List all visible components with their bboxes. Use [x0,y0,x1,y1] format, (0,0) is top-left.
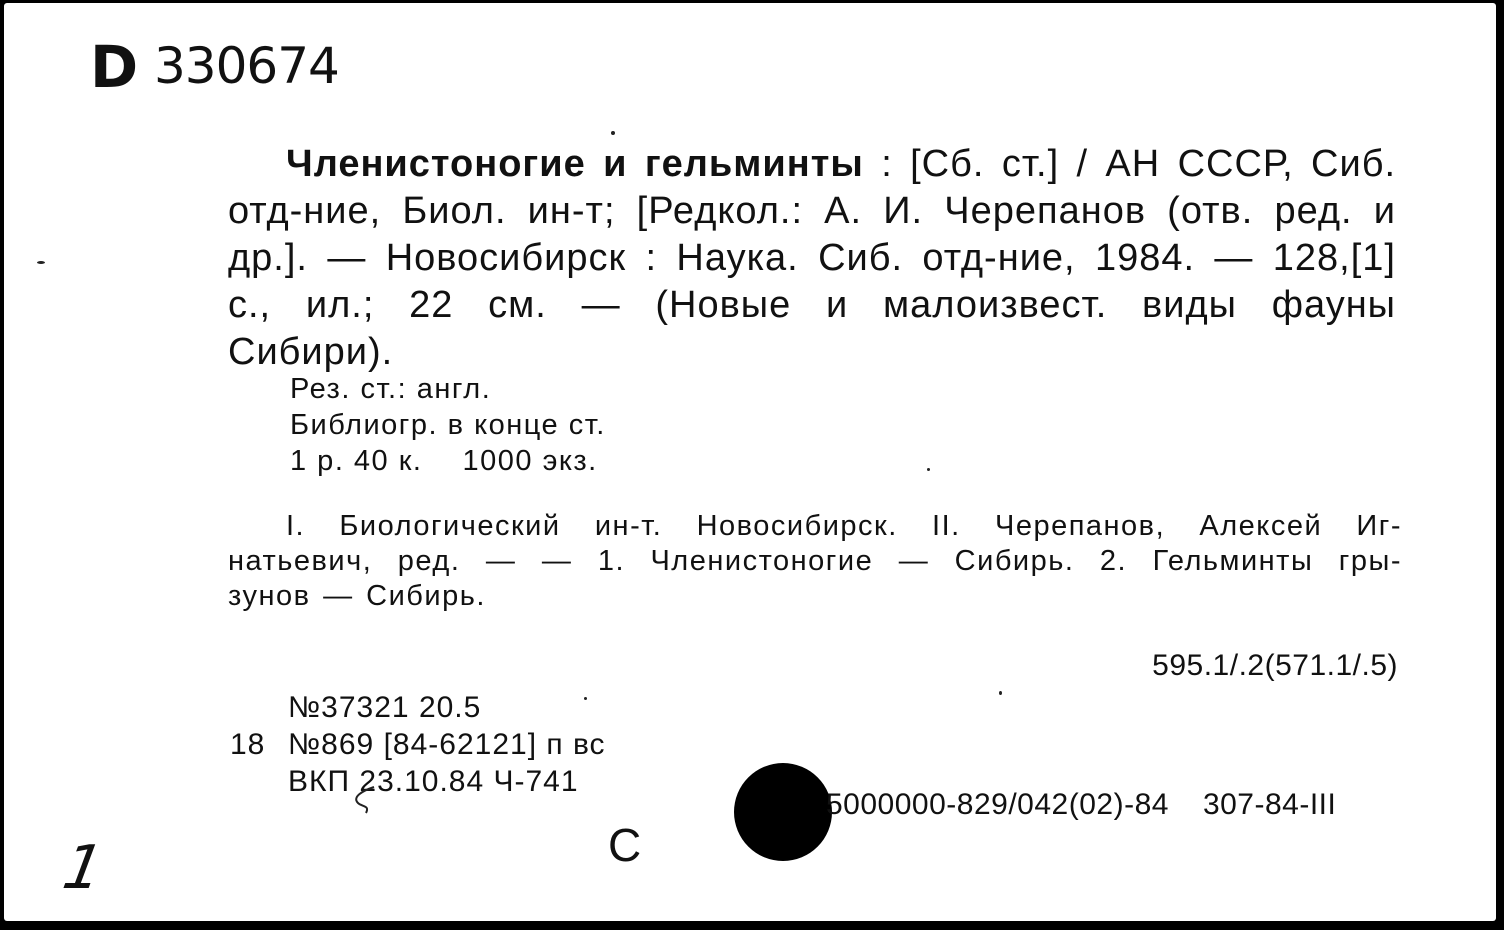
tracing-line: I. Биологический ин-т. Новосибирск. II. Черепанов, Алексей Иг- [286,510,1402,542]
printing-line: 18 №869 [84-62121] п вс [230,728,606,761]
printing-line: №37321 20.5 [288,691,482,724]
bibliography-note: Библиогр. в конце ст. [290,409,606,441]
entry-notes [290,371,606,479]
stamp-letter: С [608,819,642,871]
speck [999,691,1002,695]
tracing-line: зунов — Сибирь. [228,580,486,612]
speck [927,468,930,471]
speck [611,131,615,135]
order-code: 307-84-III [1202,788,1337,821]
catalog-card [4,3,1496,921]
tracings [228,509,1402,614]
summary-note: Рез. ст.: англ. [290,373,492,405]
printing-info [230,689,606,800]
corner-handwritten-number: 1 [57,833,109,903]
entry-description: : [Сб. ст.] / АН СССР, Сиб. отд-ние, Биол. ин-т; [Редкол.: А. И. Черепанов (отв. ред. и др.]. — Новосибирск : Наука. Сиб. отд-ние, 1984. — 128,[1] с., ил.; 22 см. — (Новые и малоизвест. виды фауны Сибири). [228,143,1397,373]
speck [584,697,587,700]
catalog-number: 330674 [154,37,339,95]
speck [37,261,45,264]
price: 1 р. 40 к. [290,445,423,477]
printing-lead-number: 18 [230,728,266,761]
price-line [290,443,606,479]
catalog-code: 5000000-829/042(02)-84 [826,788,1169,821]
pen-stroke-icon [344,773,384,823]
bibliographic-entry [228,141,1396,376]
tracing-line: натьевич, ред. — — 1. Членистоногие — Сибирь. 2. Гельминты гры- [228,545,1402,577]
copies: 1000 экз. [462,445,598,477]
isbn-code-line [826,788,1336,822]
ink-blot [734,763,832,861]
entry-title: Членистоногие и гельминты [286,143,864,185]
catalog-mark: D [90,33,139,101]
printing-line: ВКП 23.10.84 Ч-741 [288,765,579,798]
udc-index: 595.1/.2(571.1/.5) [1152,649,1398,682]
